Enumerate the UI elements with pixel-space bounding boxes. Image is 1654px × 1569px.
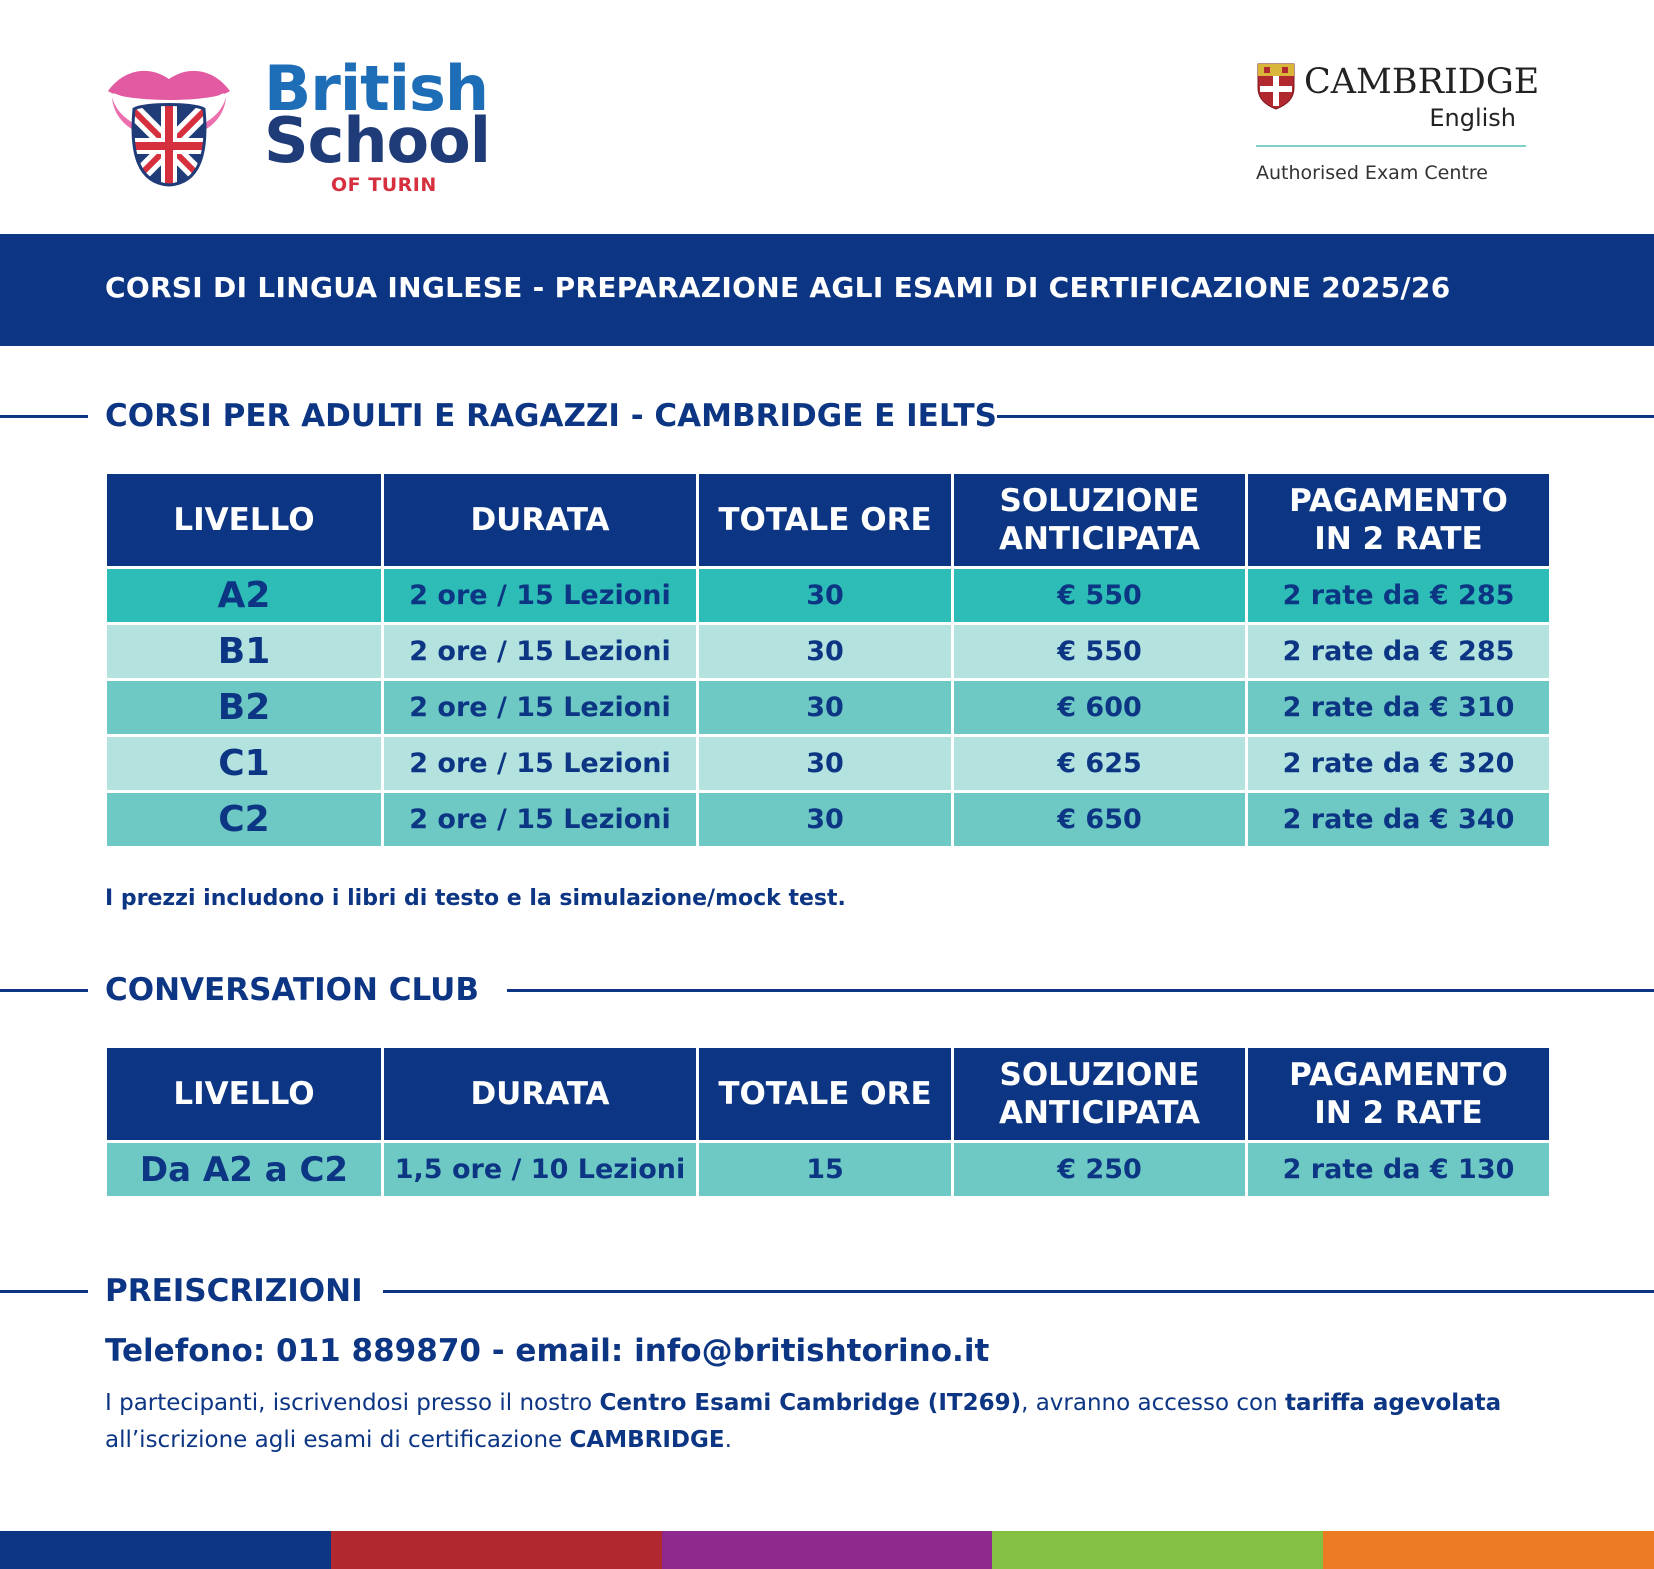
- header-pagamento-line1: PAGAMENTO: [1289, 483, 1508, 519]
- cell-livello: Da A2 a C2: [106, 1142, 383, 1198]
- footer-stripe: [0, 1531, 331, 1569]
- header-durata: DURATA: [383, 1047, 698, 1142]
- footer-stripe: [331, 1531, 662, 1569]
- table-row: [106, 680, 1551, 736]
- header-pagamento-line2: IN 2 RATE: [1314, 521, 1483, 557]
- cambridge-authorised-text: Authorised Exam Centre: [1256, 162, 1488, 184]
- adults-pricing-table: [104, 471, 1552, 849]
- header-soluzione-line2: ANTICIPATA: [998, 1095, 1201, 1131]
- info-bold-exam-centre: Centro Esami Cambridge (IT269): [599, 1390, 1022, 1416]
- banner-title: CORSI DI LINGUA INGLESE - PREPARAZIONE AGLI ESAMI DI CERTIFICAZIONE 2025/26: [105, 271, 1451, 304]
- section-conversation-heading: [0, 970, 1654, 1010]
- heading-rule-left: [0, 415, 88, 418]
- section-adults-title: CORSI PER ADULTI E RAGAZZI - CAMBRIDGE E IELTS: [105, 398, 997, 434]
- cell-durata: 2 ore / 15 Lezioni: [383, 624, 698, 680]
- header-livello: LIVELLO: [106, 1047, 383, 1142]
- prices-note: I prezzi includono i libri di testo e la simulazione/mock test.: [105, 886, 846, 911]
- cell-rate: 2 rate da € 310: [1247, 680, 1551, 736]
- cell-totale-ore: 30: [698, 736, 953, 792]
- footer-stripe: [992, 1531, 1323, 1569]
- heading-rule-right: [383, 1290, 1654, 1293]
- info-bold-cambridge: CAMBRIDGE: [569, 1427, 725, 1453]
- header-totale-ore: TOTALE ORE: [698, 1047, 953, 1142]
- cell-durata: 2 ore / 15 Lezioni: [383, 680, 698, 736]
- cell-soluzione: € 250: [953, 1142, 1247, 1198]
- cell-livello: B1: [106, 624, 383, 680]
- cell-livello: C2: [106, 792, 383, 848]
- heading-rule-right: [507, 989, 1654, 992]
- heading-rule-left: [0, 1290, 88, 1293]
- title-banner: [0, 234, 1654, 346]
- cell-totale-ore: 30: [698, 624, 953, 680]
- table-row: [106, 736, 1551, 792]
- cell-livello: A2: [106, 568, 383, 624]
- logo-school-text: School: [264, 104, 490, 177]
- cell-livello: B2: [106, 680, 383, 736]
- cell-totale-ore: 30: [698, 680, 953, 736]
- cell-totale-ore: 30: [698, 568, 953, 624]
- cell-rate: 2 rate da € 130: [1247, 1142, 1551, 1198]
- section-conversation-title: CONVERSATION CLUB: [105, 972, 479, 1008]
- cambridge-shield-icon: [1256, 62, 1296, 110]
- lips-flag-icon: [104, 63, 234, 193]
- cell-rate: 2 rate da € 285: [1247, 568, 1551, 624]
- section-preiscrizioni-title: PREISCRIZIONI: [105, 1273, 363, 1309]
- table-row: [106, 568, 1551, 624]
- cell-soluzione: € 625: [953, 736, 1247, 792]
- cell-soluzione: € 650: [953, 792, 1247, 848]
- cell-livello: C1: [106, 736, 383, 792]
- heading-rule-left: [0, 989, 88, 992]
- logo-british-text: British: [264, 52, 489, 125]
- cell-soluzione: € 550: [953, 568, 1247, 624]
- header-soluzione-line2: ANTICIPATA: [998, 521, 1201, 557]
- cell-totale-ore: 30: [698, 792, 953, 848]
- header-soluzione-anticipata: [953, 473, 1247, 568]
- cell-durata: 1,5 ore / 10 Lezioni: [383, 1142, 698, 1198]
- cell-rate: 2 rate da € 340: [1247, 792, 1551, 848]
- header-soluzione-anticipata: [953, 1047, 1247, 1142]
- cambridge-logo: [1254, 60, 1540, 200]
- header-pagamento-rate: [1247, 1047, 1551, 1142]
- footer-stripe: [1323, 1531, 1654, 1569]
- table-header-row: [106, 1047, 1551, 1142]
- info-text-part: all’iscrizione agli esami di certificazione: [105, 1427, 570, 1453]
- header-soluzione-line1: SOLUZIONE: [999, 1057, 1200, 1093]
- table-header-row: [106, 473, 1551, 568]
- table-row: [106, 624, 1551, 680]
- logo-of-turin-text: OF TURIN: [331, 174, 437, 196]
- cambridge-divider: [1256, 145, 1526, 147]
- table-row: [106, 792, 1551, 848]
- cell-soluzione: € 600: [953, 680, 1247, 736]
- header-totale-ore: TOTALE ORE: [698, 473, 953, 568]
- footer-color-bar: [0, 1531, 1654, 1569]
- section-preiscrizioni-heading: [0, 1271, 1654, 1311]
- cell-durata: 2 ore / 15 Lezioni: [383, 568, 698, 624]
- cell-totale-ore: 15: [698, 1142, 953, 1198]
- header-durata: DURATA: [383, 473, 698, 568]
- cell-durata: 2 ore / 15 Lezioni: [383, 792, 698, 848]
- cell-rate: 2 rate da € 285: [1247, 624, 1551, 680]
- enrollment-info-paragraph: [105, 1385, 1565, 1459]
- footer-stripe: [662, 1531, 993, 1569]
- header-pagamento-line1: PAGAMENTO: [1289, 1057, 1508, 1093]
- british-school-logo: [104, 52, 504, 198]
- header-pagamento-line2: IN 2 RATE: [1314, 1095, 1483, 1131]
- cell-rate: 2 rate da € 320: [1247, 736, 1551, 792]
- contact-phone-email: Telefono: 011 889870 - email: info@britishtorino.it: [105, 1333, 990, 1369]
- info-text-part: .: [724, 1427, 732, 1453]
- cell-soluzione: € 550: [953, 624, 1247, 680]
- info-text-part: I partecipanti, iscrivendosi presso il nostro: [105, 1390, 600, 1416]
- cambridge-english: English: [1429, 104, 1516, 132]
- table-row: [106, 1142, 1551, 1198]
- info-bold-tariff: tariffa agevolata: [1285, 1390, 1502, 1416]
- section-adults-heading: [0, 396, 1654, 436]
- header-livello: LIVELLO: [106, 473, 383, 568]
- conversation-pricing-table: [104, 1045, 1552, 1199]
- cell-durata: 2 ore / 15 Lezioni: [383, 736, 698, 792]
- header-soluzione-line1: SOLUZIONE: [999, 483, 1200, 519]
- cambridge-name: CAMBRIDGE: [1304, 62, 1540, 102]
- header-pagamento-rate: [1247, 473, 1551, 568]
- info-text-part: , avranno accesso con: [1021, 1390, 1285, 1416]
- heading-rule-right: [997, 415, 1654, 418]
